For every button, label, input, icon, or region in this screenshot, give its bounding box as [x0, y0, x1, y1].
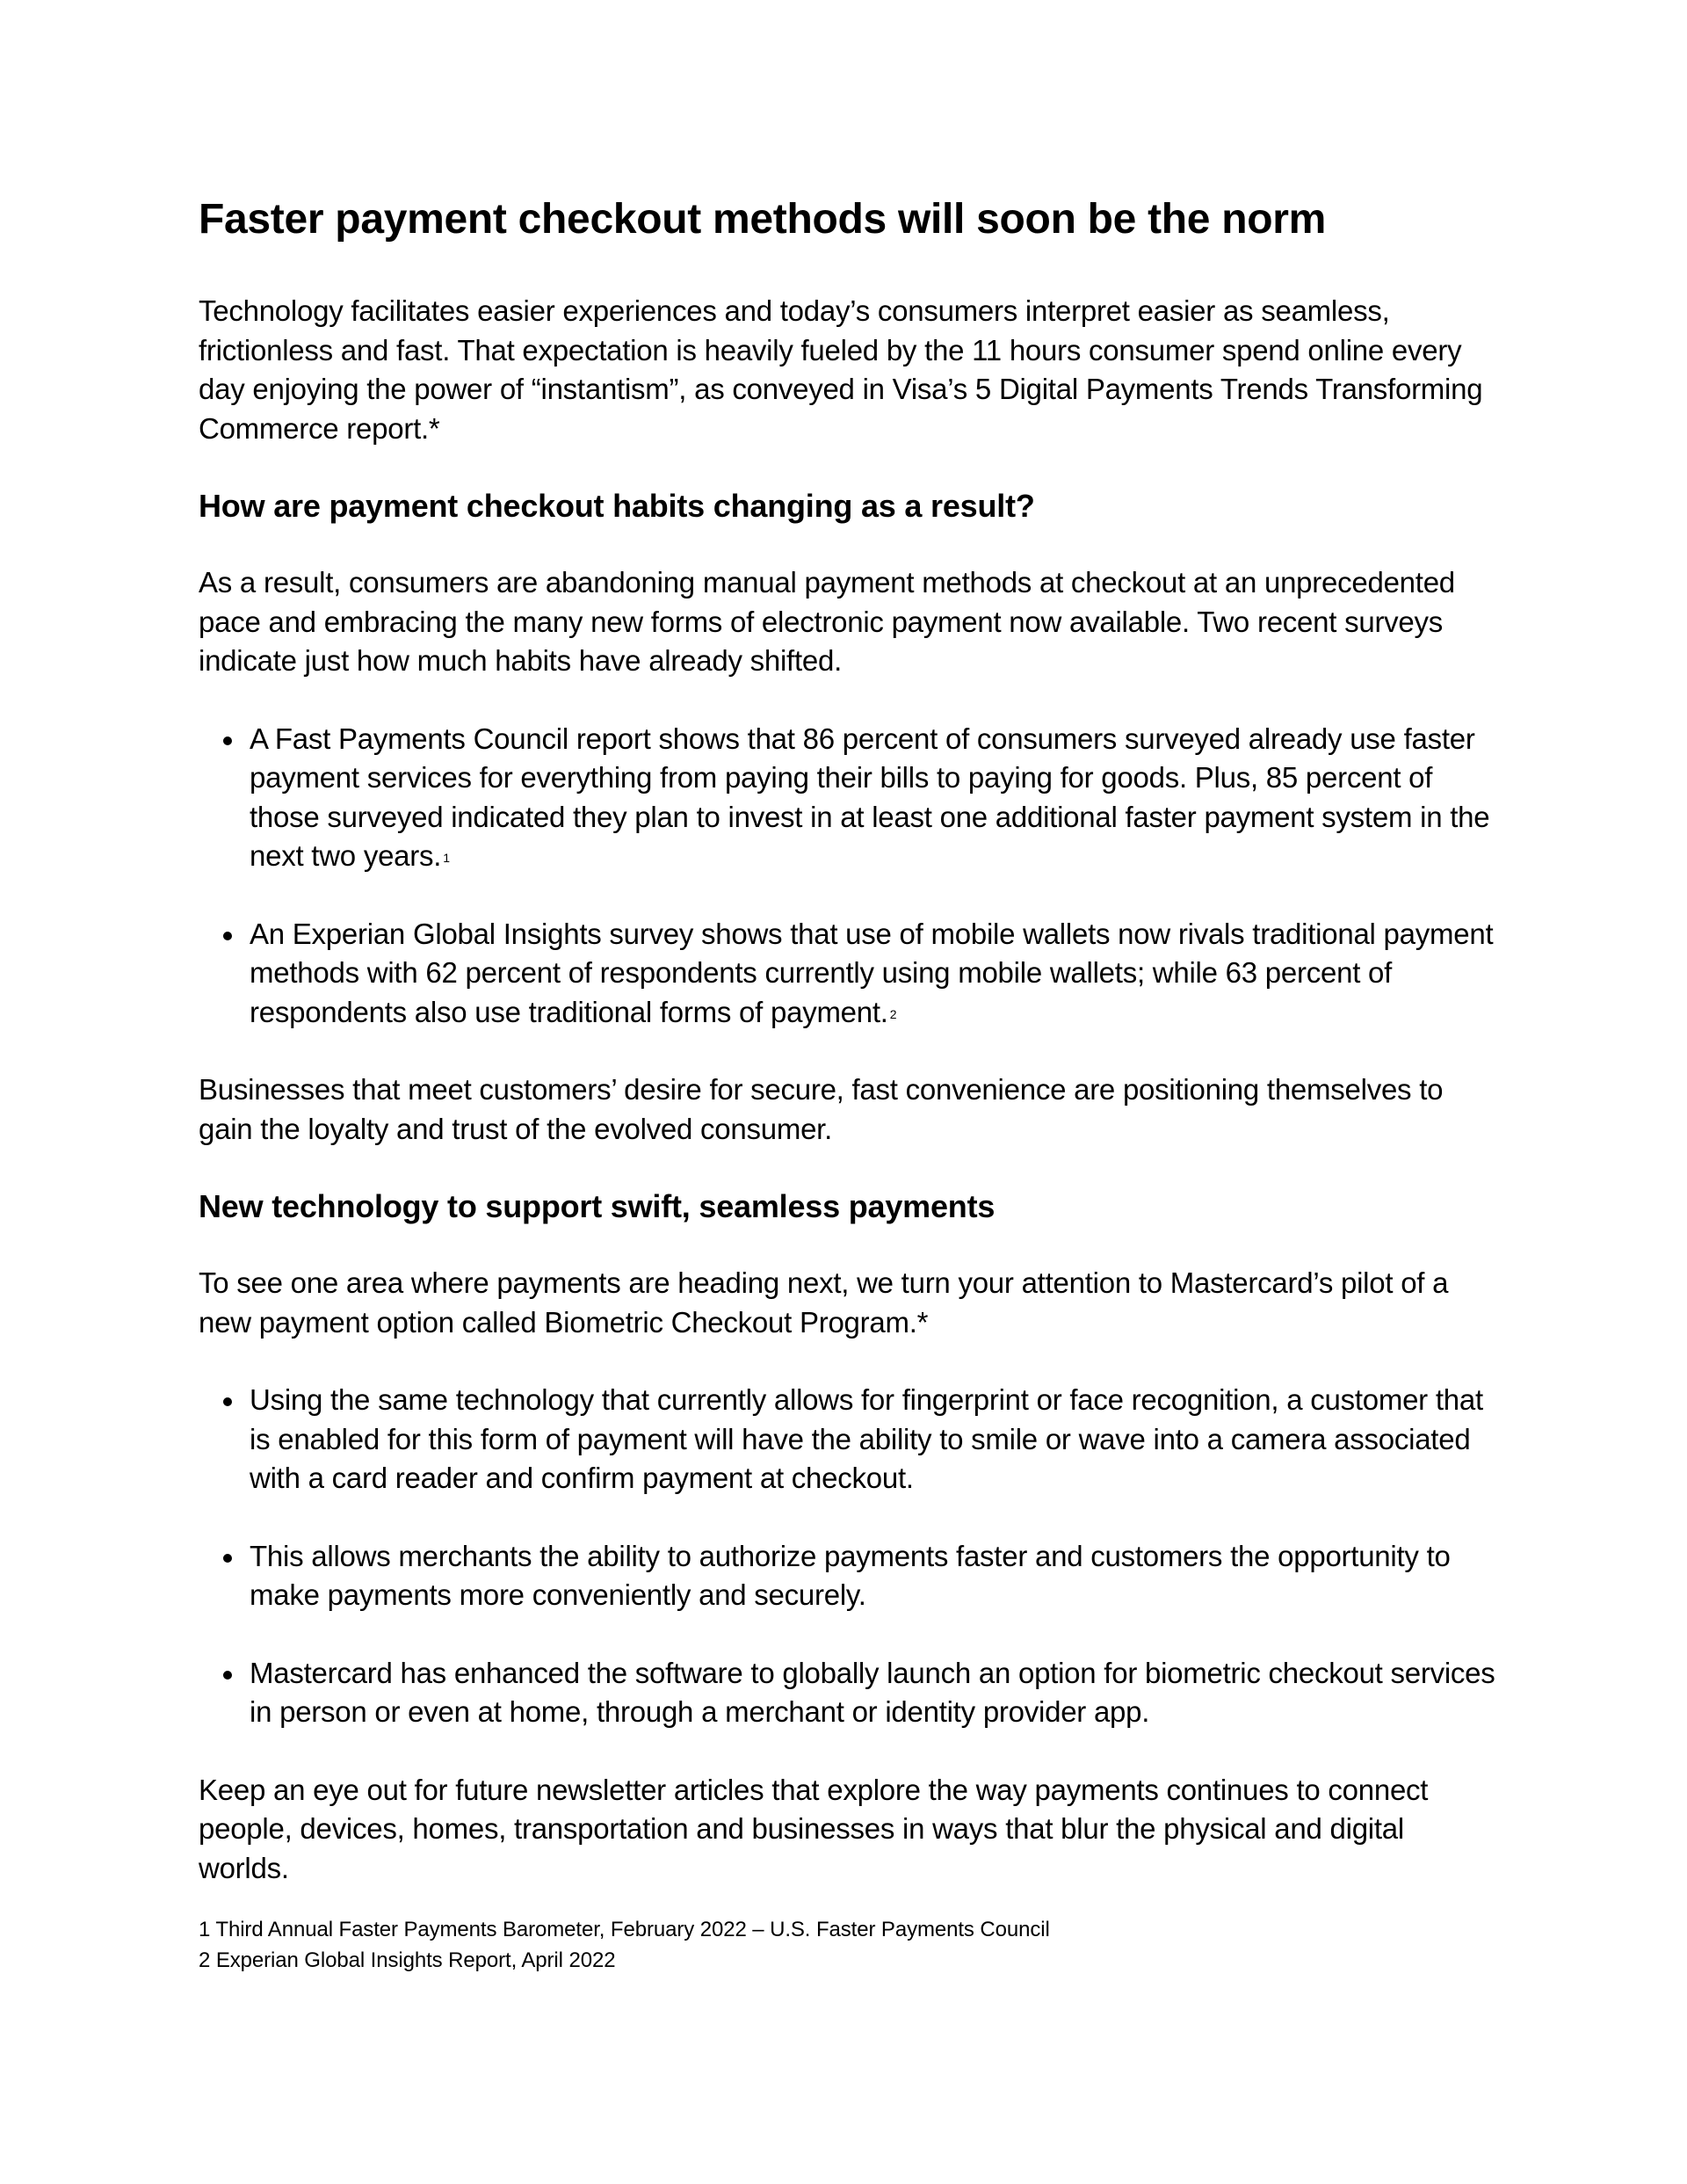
- list-item-text: This allows merchants the ability to authorize payments faster and customers the opportunity to make payments more conveniently and securely.: [250, 1539, 1451, 1611]
- survey-bullet-list: [199, 720, 1499, 1033]
- footnote-2: 2 Experian Global Insights Report, April 2022: [199, 1948, 616, 1972]
- bullet-icon: [223, 736, 232, 745]
- section-heading-habits: How are payment checkout habits changing as a result?: [199, 488, 1035, 524]
- bullet-icon: [223, 1671, 232, 1680]
- businesses-paragraph: Businesses that meet customers’ desire for secure, fast convenience are positioning themselves to gain the loyalty and trust of the evolved consumer.: [199, 1073, 1444, 1145]
- footnote-marker: 1: [443, 851, 450, 865]
- habits-paragraph: As a result, consumers are abandoning manual payment methods at checkout at an unprecedented pace and embracing the many new forms of electronic payment now available. Two recent surveys indicate just how much habits have already shifted.: [199, 566, 1455, 677]
- biometric-bullet-list: [199, 1381, 1499, 1732]
- intro-paragraph: Technology facilitates easier experiences and today’s consumers interpret easier as seamless, frictionless and fast. That expectation is heavily fueled by the 11 hours consumer spend online every day enjoying the power of “instantism”, as conveyed in Visa’s 5 Digital Payments Trends Transforming Commerce report.*: [199, 294, 1483, 445]
- bullet-icon: [223, 1397, 232, 1406]
- section-heading-technology: New technology to support swift, seamless payments: [199, 1188, 996, 1224]
- footnote-1: 1 Third Annual Faster Payments Barometer, February 2022 – U.S. Faster Payments Council: [199, 1918, 1050, 1941]
- list-item: [199, 1381, 1499, 1498]
- list-item-text: An Experian Global Insights survey shows that use of mobile wallets now rivals traditional payment methods with 62 percent of respondents currently using mobile wallets; while 63 percent of respondents also use traditional forms of payment.: [250, 917, 1494, 1028]
- list-item: [199, 915, 1499, 1033]
- list-item-text: A Fast Payments Council report shows that 86 percent of consumers surveyed already use faster payment services for everything from paying their bills to paying for goods. Plus, 85 percent of those surveyed indicated they plan to invest in at least one additional faster payment system in the next two years.: [250, 722, 1490, 872]
- mastercard-paragraph: To see one area where payments are heading next, we turn your attention to Mastercard’s pilot of a new payment option called Biometric Checkout Program.*: [199, 1266, 1449, 1339]
- list-item-text: Mastercard has enhanced the software to globally launch an option for biometric checkout services in person or even at home, through a merchant or identity provider app.: [250, 1656, 1495, 1728]
- bullet-icon: [223, 932, 232, 940]
- list-item: [199, 720, 1499, 876]
- list-item: [199, 1537, 1499, 1615]
- page-title: Faster payment checkout methods will soon be the norm: [199, 196, 1327, 243]
- list-item: [199, 1654, 1499, 1732]
- footnotes: [199, 1914, 1499, 1976]
- footnote-marker: 2: [889, 1006, 897, 1021]
- document-page: [199, 193, 1499, 1976]
- bullet-icon: [223, 1554, 232, 1563]
- closing-paragraph: Keep an eye out for future newsletter articles that explore the way payments continues to connect people, devices, homes, transportation and businesses in ways that blur the physical and digital worlds.: [199, 1773, 1429, 1884]
- list-item-text: Using the same technology that currently allows for fingerprint or face recognition, a customer that is enabled for this form of payment will have the ability to smile or wave into a camera associated with a card reader and confirm payment at checkout.: [250, 1383, 1483, 1494]
